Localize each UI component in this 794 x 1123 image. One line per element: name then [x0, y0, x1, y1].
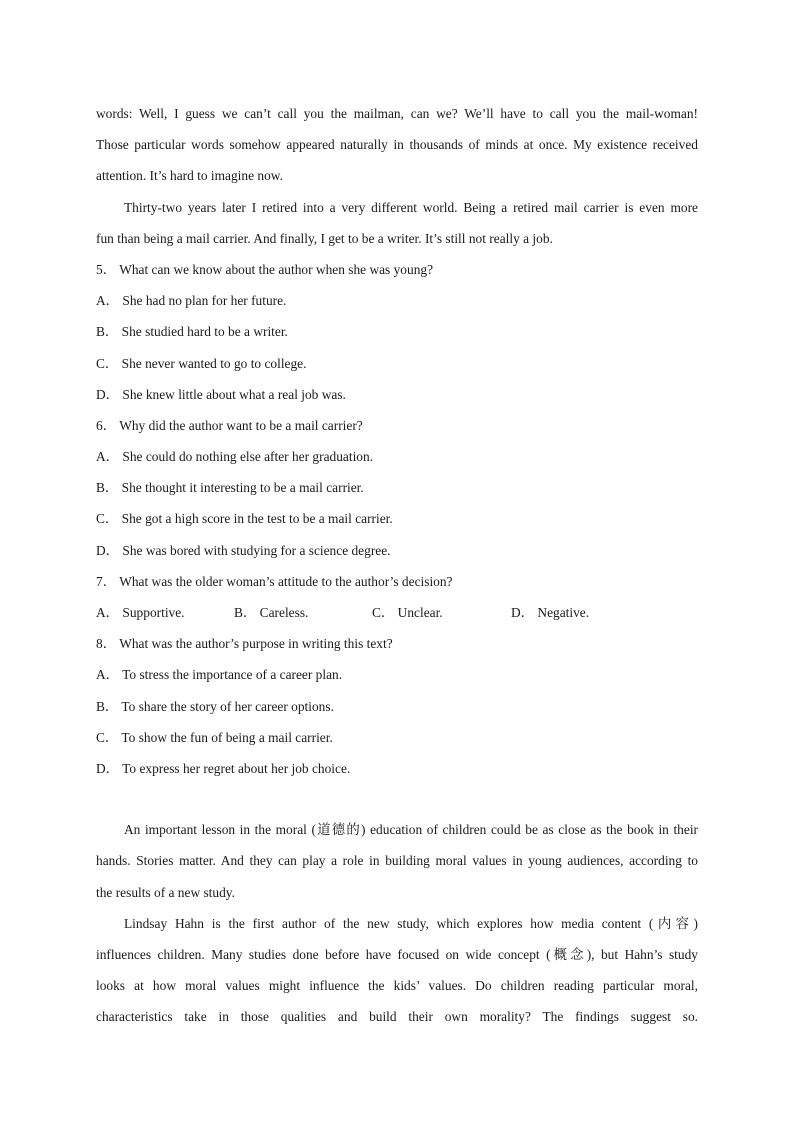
- question-6-option-d: D． She was bored with studying for a science degree.: [96, 542, 391, 558]
- question-5-option-c: C． She never wanted to go to college.: [96, 355, 307, 371]
- passage1-line: words: Well, I guess we can’t call you the mailman, can we? We’ll have to call you the mail-woman!: [96, 106, 698, 121]
- question-8-stem: 8． What was the author’s purpose in writing this text?: [96, 636, 393, 652]
- question-8-option-d: D． To express her regret about her job choice.: [96, 760, 351, 776]
- question-7-option-b: B． Careless.: [234, 605, 309, 620]
- question-7-stem: 7． What was the older woman’s attitude to the author’s decision?: [96, 573, 453, 589]
- section-gap: [96, 787, 698, 817]
- passage1-paragraph-line: fun than being a mail carrier. And finally, I get to be a writer. It’s still not really a job.: [96, 230, 553, 246]
- question-6-option-b: B． She thought it interesting to be a mail carrier.: [96, 480, 364, 496]
- passage2-line: looks at how moral values might influence the kids’ values. Do children reading particular moral,: [96, 978, 698, 994]
- question-6-option-c: C． She got a high score in the test to be a mail carrier.: [96, 511, 393, 527]
- passage1-paragraph-line: Thirty-two years later I retired into a very different world. Being a retired mail carrier is even more: [124, 199, 698, 215]
- question-7-options: [96, 600, 698, 631]
- question-8-option-c: C． To show the fun of being a mail carrier.: [96, 729, 333, 745]
- passage2-line: characteristics take in those qualities and build their own morality? The findings suggest so.: [96, 1009, 698, 1025]
- passage1-line: attention. It’s hard to imagine now.: [96, 168, 283, 184]
- question-6-stem: 6． Why did the author want to be a mail carrier?: [96, 417, 363, 433]
- question-5-option-d: D． She knew little about what a real job was.: [96, 386, 346, 402]
- question-8-option-b: B． To share the story of her career options.: [96, 698, 334, 714]
- passage2-line: influences children. Many studies done before have focused on wide concept (概念), but Hahn’s study: [96, 946, 698, 962]
- question-6-option-a: A． She could do nothing else after her graduation.: [96, 449, 374, 465]
- passage2-line: the results of a new study.: [96, 884, 235, 900]
- passage2-line: Lindsay Hahn is the first author of the new study, which explores how media content (内容): [124, 915, 698, 931]
- passage2-line: An important lesson in the moral (道德的) education of children could be as close as the book in their: [124, 822, 698, 838]
- question-7-option-c: C． Unclear.: [372, 605, 443, 620]
- question-8-option-a: A． To stress the importance of a career plan.: [96, 667, 343, 683]
- passage2-line: hands. Stories matter. And they can play a role in building moral values in young audiences, according to: [96, 853, 698, 869]
- question-7-option-d: D． Negative.: [511, 605, 590, 620]
- question-5-option-b: B． She studied hard to be a writer.: [96, 324, 288, 340]
- passage1-line: Those particular words somehow appeared naturally in thousands of minds at once. My existence received: [96, 137, 698, 153]
- document-page: [96, 101, 698, 1035]
- question-5-option-a: A． She had no plan for her future.: [96, 293, 287, 309]
- question-5-stem: 5． What can we know about the author when she was young?: [96, 261, 434, 277]
- question-7-option-a: A． Supportive.: [96, 605, 185, 620]
